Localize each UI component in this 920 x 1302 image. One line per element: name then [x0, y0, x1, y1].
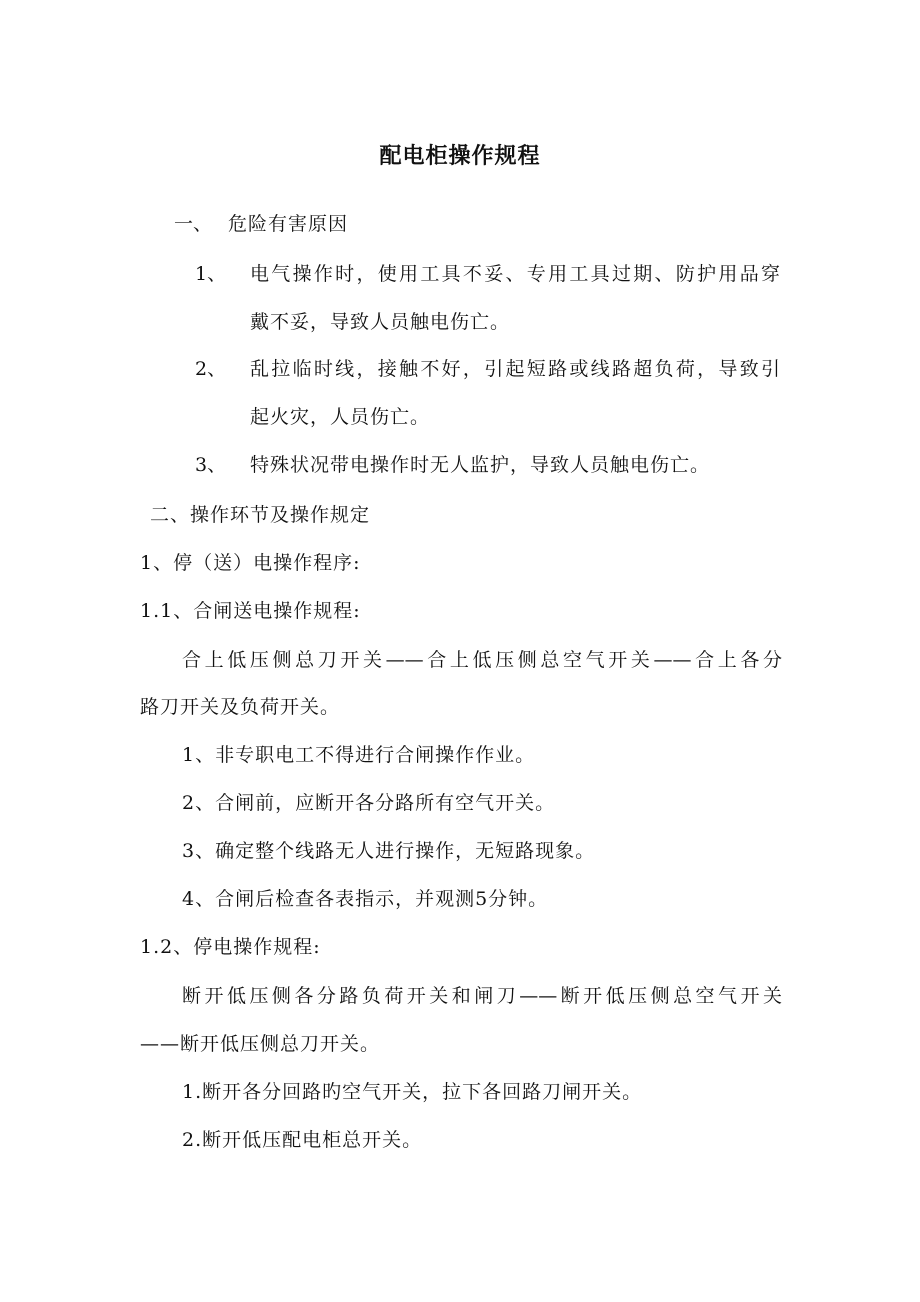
procedure-step: 4、合闸后检查各表指示，并观测5分钟。 [182, 888, 549, 910]
hazard-item-number: 2、 [195, 358, 227, 380]
procedure-flow: 断开低压侧各分路负荷开关和闸刀——断开低压侧总空气开关 [182, 985, 782, 1007]
hazard-item-text-continued: 戴不妥，导致人员触电伤亡。 [250, 311, 511, 333]
hazard-item-text: 电气操作时，使用工具不妥、专用工具过期、防护用品穿 [250, 263, 780, 285]
procedure-step: 2.断开低压配电柜总开关。 [182, 1129, 423, 1151]
subsection-heading: 1.2、停电操作规程: [140, 936, 321, 958]
hazard-item-number: 1、 [195, 263, 227, 285]
procedure-step: 2、合闸前，应断开各分路所有空气开关。 [182, 792, 556, 814]
procedure-flow-continued: ——断开低压侧总刀开关。 [140, 1033, 381, 1055]
procedure-step: 1.断开各分回路旳空气开关，拉下各回路刀闸开关。 [182, 1081, 643, 1103]
section2-heading: 二、操作环节及操作规定 [150, 504, 371, 526]
procedure-step: 3、确定整个线路无人进行操作，无短路现象。 [182, 840, 596, 862]
subsection-heading: 1.1、合闸送电操作规程: [140, 600, 361, 622]
section1-heading: 危险有害原因 [228, 213, 349, 235]
hazard-item-text-continued: 起火灾，人员伤亡。 [250, 406, 431, 428]
hazard-item-text: 特殊状况带电操作时无人监护，导致人员触电伤亡。 [250, 454, 711, 476]
hazard-item-text: 乱拉临时线，接触不好，引起短路或线路超负荷，导致引 [250, 358, 780, 380]
procedure-flow-continued: 路刀开关及负荷开关。 [140, 696, 341, 718]
hazard-item-number: 3、 [195, 454, 227, 476]
procedure-step: 1、非专职电工不得进行合闸操作作业。 [182, 744, 536, 766]
procedure-flow: 合上低压侧总刀开关——合上低压侧总空气开关——合上各分 [182, 649, 782, 671]
subsection-heading: 1、停（送）电操作程序: [140, 552, 361, 574]
document-title: 配电柜操作规程 [379, 144, 541, 169]
section1-heading-number: 一、 [174, 213, 213, 235]
